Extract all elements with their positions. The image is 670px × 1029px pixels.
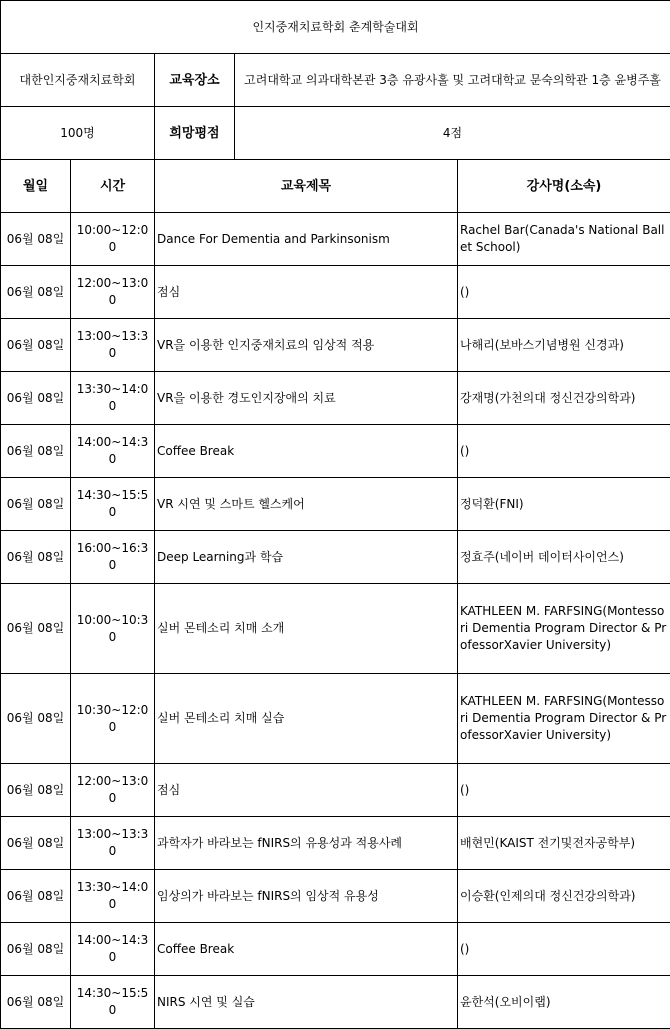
session-time: 12:00~13:00 [71,764,155,817]
session-date: 06월 08일 [1,584,71,674]
session-title: VR을 이용한 인지중재치료의 임상적 적용 [155,319,458,372]
table-row [1,817,670,870]
table-row [1,584,670,674]
capacity: 100명 [1,107,155,160]
table-row [1,870,670,923]
session-title: 실버 몬테소리 치매 실습 [155,674,458,764]
session-speaker: () [458,764,670,817]
session-speaker: () [458,266,670,319]
session-time: 14:00~14:30 [71,425,155,478]
session-date: 06월 08일 [1,817,71,870]
session-title: 점심 [155,764,458,817]
table-row [1,674,670,764]
session-title: NIRS 시연 및 실습 [155,976,458,1029]
info-row-2 [1,107,670,160]
session-date: 06월 08일 [1,870,71,923]
session-date: 06월 08일 [1,764,71,817]
table-row [1,764,670,817]
session-time: 13:30~14:00 [71,870,155,923]
venue-label: 교육장소 [155,54,235,107]
session-date: 06월 08일 [1,213,71,266]
session-date: 06월 08일 [1,425,71,478]
session-time: 12:00~13:00 [71,266,155,319]
header-row [1,160,670,213]
session-title: 점심 [155,266,458,319]
session-time: 13:00~13:30 [71,817,155,870]
session-time: 14:00~14:30 [71,923,155,976]
venue: 고려대학교 의과대학본관 3층 유광사홀 및 고려대학교 문숙의학관 1층 윤병주홀 [235,54,670,107]
session-date: 06월 08일 [1,319,71,372]
session-date: 06월 08일 [1,674,71,764]
session-speaker: 배현민(KAIST 전기및전자공학부) [458,817,670,870]
session-date: 06월 08일 [1,923,71,976]
header-speaker: 강사명(소속) [458,160,670,213]
session-date: 06월 08일 [1,531,71,584]
session-date: 06월 08일 [1,976,71,1029]
session-date: 06월 08일 [1,372,71,425]
title-row [1,1,670,54]
session-time: 10:00~12:00 [71,213,155,266]
session-speaker: 이승환(인제의대 정신건강의학과) [458,870,670,923]
session-date: 06월 08일 [1,478,71,531]
session-time: 10:00~10:30 [71,584,155,674]
table-row [1,319,670,372]
session-title: Coffee Break [155,923,458,976]
session-title: 임상의가 바라보는 fNIRS의 임상적 유용성 [155,870,458,923]
info-row-1 [1,54,670,107]
session-time: 14:30~15:50 [71,976,155,1029]
table-row [1,531,670,584]
session-time: 16:00~16:30 [71,531,155,584]
session-title: VR 시연 및 스마트 헬스케어 [155,478,458,531]
session-speaker: () [458,923,670,976]
rating-label: 희망평점 [155,107,235,160]
session-speaker: 윤한석(오비이랩) [458,976,670,1029]
session-time: 14:30~15:50 [71,478,155,531]
table-row [1,478,670,531]
table-row [1,923,670,976]
table-row [1,425,670,478]
table-row [1,976,670,1029]
session-speaker: Rachel Bar(Canada's National Ballet School) [458,213,670,266]
session-title: Dance For Dementia and Parkinsonism [155,213,458,266]
session-title: 과학자가 바라보는 fNIRS의 유용성과 적용사례 [155,817,458,870]
session-speaker: 정덕환(FNI) [458,478,670,531]
session-title: Deep Learning과 학습 [155,531,458,584]
table-row [1,372,670,425]
session-title: 실버 몬테소리 치매 소개 [155,584,458,674]
organizer: 대한인지중재치료학회 [1,54,155,107]
session-time: 13:00~13:30 [71,319,155,372]
header-date: 월일 [1,160,71,213]
rating: 4점 [235,107,670,160]
session-title: VR을 이용한 경도인지장애의 치료 [155,372,458,425]
header-title: 교육제목 [155,160,458,213]
session-speaker: KATHLEEN M. FARFSING(Montessori Dementia Program Director & ProfessorXavier University) [458,584,670,674]
session-speaker: KATHLEEN M. FARFSING(Montessori Dementia Program Director & ProfessorXavier University) [458,674,670,764]
event-title: 인지중재치료학회 춘계학술대회 [1,1,670,54]
table-row [1,213,670,266]
session-speaker: 나해리(보바스기념병원 신경과) [458,319,670,372]
session-speaker: () [458,425,670,478]
header-time: 시간 [71,160,155,213]
session-speaker: 강재명(가천의대 정신건강의학과) [458,372,670,425]
session-title: Coffee Break [155,425,458,478]
session-time: 13:30~14:00 [71,372,155,425]
session-date: 06월 08일 [1,266,71,319]
table-row [1,266,670,319]
session-speaker: 정효주(네이버 데이터사이언스) [458,531,670,584]
session-time: 10:30~12:00 [71,674,155,764]
